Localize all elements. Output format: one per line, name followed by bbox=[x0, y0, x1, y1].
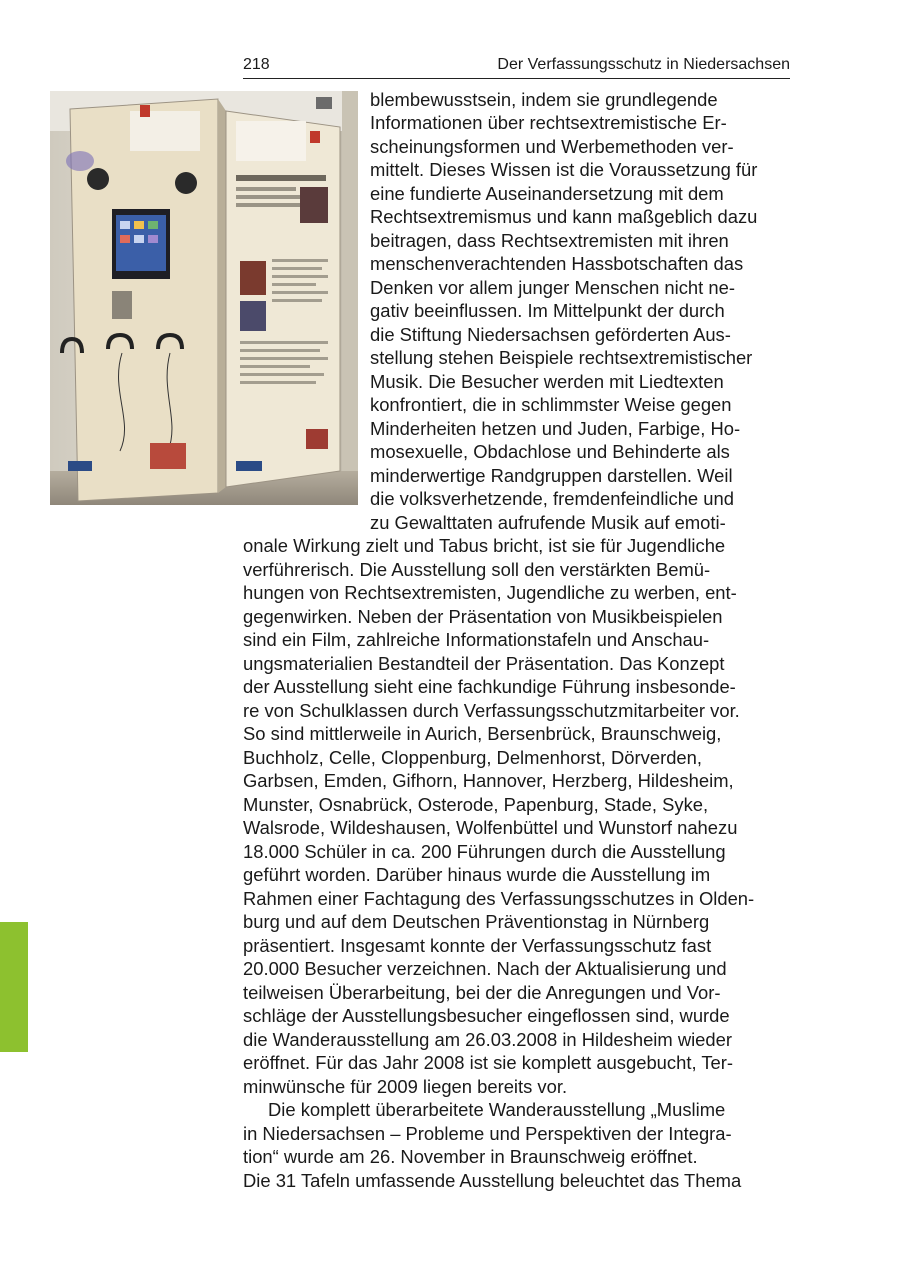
text-line: 20.000 Besucher verzeichnen. Nach der Aktualisierung und bbox=[243, 958, 727, 980]
page-number: 218 bbox=[243, 56, 270, 73]
text-line: re von Schulklassen durch Verfassungsschutzmitarbeiter vor. bbox=[243, 699, 740, 721]
text-line: Garbsen, Emden, Gifhorn, Hannover, Herzberg, Hildesheim, bbox=[243, 770, 734, 792]
text-line: Minderheiten hetzen und Juden, Farbige, Ho- bbox=[370, 417, 741, 439]
text-line: teilweisen Überarbeitung, bei der die Anregungen und Vor- bbox=[243, 981, 721, 1003]
text-line: hungen von Rechtsextremisten, Jugendliche zu werben, ent- bbox=[243, 582, 737, 604]
text-line: die Wanderausstellung am 26.03.2008 in Hildesheim wieder bbox=[243, 1028, 732, 1050]
text-line: So sind mittlerweile in Aurich, Bersenbrück, Braunschweig, bbox=[243, 723, 722, 745]
text-line: blembewusstsein, indem sie grundlegende bbox=[370, 88, 718, 110]
text-line: beitragen, dass Rechtsextremisten mit ihren bbox=[370, 229, 729, 251]
text-line: 18.000 Schüler in ca. 200 Führungen durch die Ausstellung bbox=[243, 840, 726, 862]
text-line: gativ beeinflussen. Im Mittelpunkt der durch bbox=[370, 300, 725, 322]
text-line: präsentiert. Insgesamt konnte der Verfassungsschutz fast bbox=[243, 934, 712, 956]
text-line: menschenverachtenden Hassbotschaften das bbox=[370, 253, 744, 275]
text-line: in Niedersachsen – Probleme und Perspektiven der Integra- bbox=[243, 1122, 732, 1144]
text-line: schläge der Ausstellungsbesucher eingeflossen sind, wurde bbox=[243, 1005, 730, 1027]
text-line: Denken vor allem junger Menschen nicht ne- bbox=[370, 276, 735, 298]
chapter-tab-marker bbox=[0, 922, 28, 1052]
text-line: die volksverhetzende, fremdenfeindliche und bbox=[370, 488, 734, 510]
text-line: tion“ wurde am 26. November in Braunschweig eröffnet. bbox=[243, 1146, 698, 1168]
text-line: minderwertige Randgruppen darstellen. Weil bbox=[370, 464, 733, 486]
text-line: Walsrode, Wildeshausen, Wolfenbüttel und Wunstorf nahezu bbox=[243, 817, 738, 839]
text-line: burg und auf dem Deutschen Präventionstag in Nürnberg bbox=[243, 911, 710, 933]
text-line: eine fundierte Auseinandersetzung mit dem bbox=[370, 182, 724, 204]
text-line: verführerisch. Die Ausstellung soll den verstärkten Bemü- bbox=[243, 558, 711, 580]
text-line: stellung stehen Beispiele rechtsextremistischer bbox=[370, 347, 753, 369]
text-line: zu Gewalttaten aufrufende Musik auf emoti- bbox=[370, 511, 726, 533]
exhibition-photo bbox=[50, 91, 358, 505]
text-line: Rechtsextremismus und kann maßgeblich dazu bbox=[370, 206, 758, 228]
running-title: Der Verfassungsschutz in Niedersachsen bbox=[497, 56, 790, 73]
text-line: Musik. Die Besucher werden mit Liedtexten bbox=[370, 370, 724, 392]
text-line: Rahmen einer Fachtagung des Verfassungsschutzes in Olden- bbox=[243, 887, 755, 909]
text-line: mosexuelle, Obdachlose und Behinderte als bbox=[370, 441, 730, 463]
running-header bbox=[243, 52, 790, 79]
text-line: die Stiftung Niedersachsen geförderten Aus- bbox=[370, 323, 731, 345]
text-line: scheinungsformen und Werbemethoden ver- bbox=[370, 135, 734, 157]
text-line: ungsmaterialien Bestandteil der Präsentation. Das Konzept bbox=[243, 652, 725, 674]
text-line: minwünsche für 2009 liegen bereits vor. bbox=[243, 1075, 568, 1097]
text-line: geführt worden. Darüber hinaus wurde die Ausstellung im bbox=[243, 864, 711, 886]
text-line: mittelt. Dieses Wissen ist die Voraussetzung für bbox=[370, 159, 758, 181]
text-line: sind ein Film, zahlreiche Informationstafeln und Anschau- bbox=[243, 629, 710, 651]
text-line: Die komplett überarbeitete Wanderausstellung „Muslime bbox=[268, 1099, 726, 1121]
text-line: der Ausstellung sieht eine fachkundige Führung insbesonde- bbox=[243, 676, 736, 698]
text-line: Munster, Osnabrück, Osterode, Papenburg, Stade, Syke, bbox=[243, 793, 709, 815]
text-line: Die 31 Tafeln umfassende Ausstellung beleuchtet das Thema bbox=[243, 1169, 742, 1191]
text-line: konfrontiert, die in schlimmster Weise gegen bbox=[370, 394, 732, 416]
text-line: gegenwirken. Neben der Präsentation von Musikbeispielen bbox=[243, 605, 723, 627]
text-line: eröffnet. Für das Jahr 2008 ist sie komplett ausgebucht, Ter- bbox=[243, 1052, 733, 1074]
text-line: Buchholz, Celle, Cloppenburg, Delmenhorst, Dörverden, bbox=[243, 746, 702, 768]
text-line: Informationen über rechtsextremistische Er- bbox=[370, 112, 727, 134]
text-line: onale Wirkung zielt und Tabus bricht, ist sie für Jugendliche bbox=[243, 535, 726, 557]
